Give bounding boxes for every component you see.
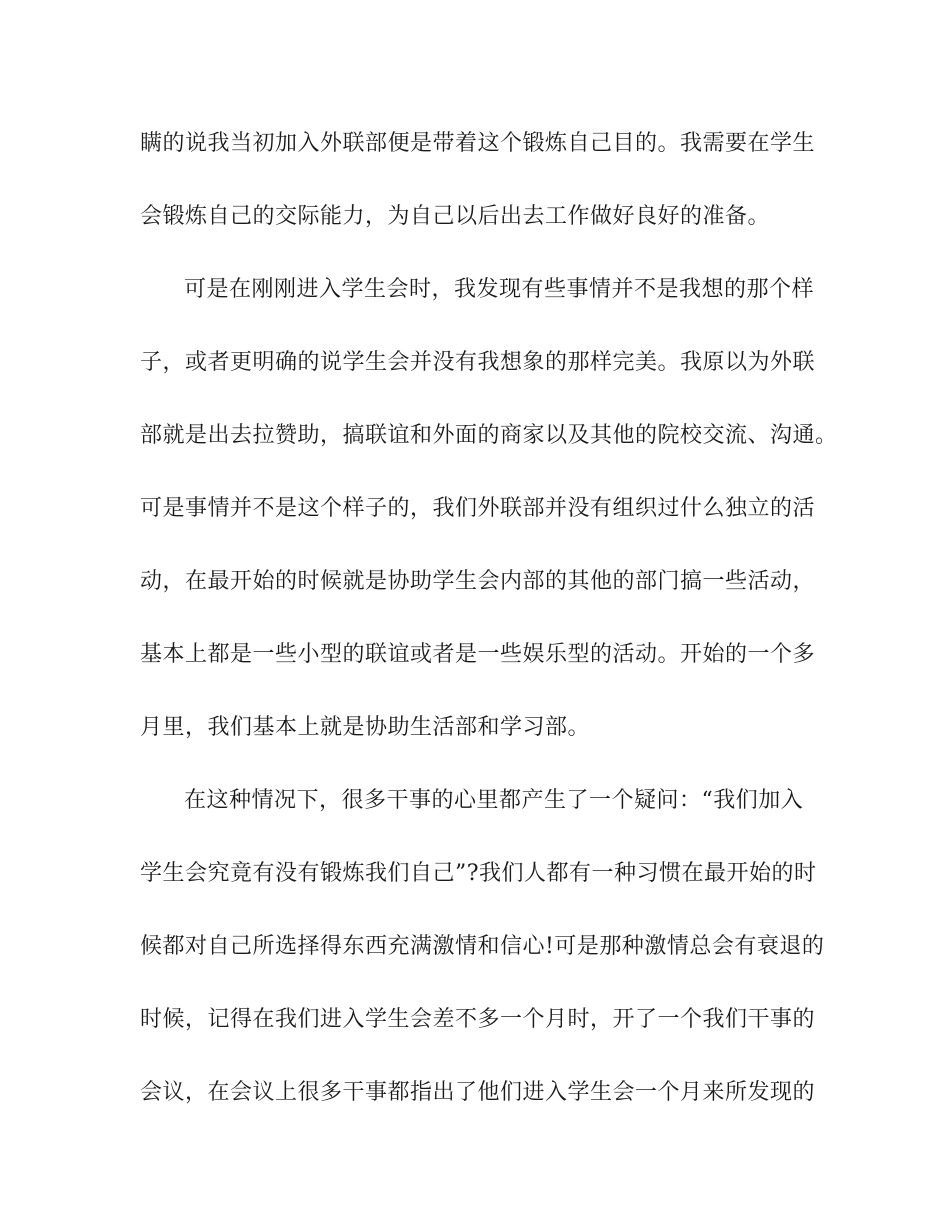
text-line: 子，或者更明确的说学生会并没有我想象的那样完美。我原以为外联 [140, 350, 816, 375]
text-line: 学生会究竟有没有锻炼我们自己”?我们人都有一种习惯在最开始的时 [140, 861, 817, 886]
text-line: 部就是出去拉赞助，搞联谊和外面的商家以及其他的院校交流、沟通。 [140, 423, 838, 448]
paragraph-start-line: 在这种情况下，很多干事的心里都产生了一个疑问：“我们加入 [184, 788, 804, 813]
text-line: 会议，在会议上很多干事都指出了他们进入学生会一个月来所发现的 [140, 1080, 816, 1105]
text-line: 时候，记得在我们进入学生会差不多一个月时，开了一个我们干事的 [140, 1007, 816, 1032]
text-line: 可是事情并不是这个样子的，我们外联部并没有组织过什么独立的活 [140, 496, 816, 521]
text-line: 基本上都是一些小型的联谊或者是一些娱乐型的活动。开始的一个多 [140, 642, 816, 667]
text-line: 瞒的说我当初加入外联部便是带着这个锻炼自己目的。我需要在学生 [140, 131, 816, 156]
text-line: 动，在最开始的时候就是协助学生会内部的其他的部门搞一些活动， [140, 569, 816, 594]
paragraph-start-line: 可是在刚刚进入学生会时，我发现有些事情并不是我想的那个样 [184, 277, 815, 302]
document-body [140, 118, 838, 1140]
text-line: 会锻炼自己的交际能力，为自己以后出去工作做好良好的准备。 [140, 204, 771, 229]
text-line: 候都对自己所选择得东西充满激情和信心!可是那种激情总会有衰退的 [140, 934, 825, 959]
text-line: 月里，我们基本上就是协助生活部和学习部。 [140, 715, 591, 740]
